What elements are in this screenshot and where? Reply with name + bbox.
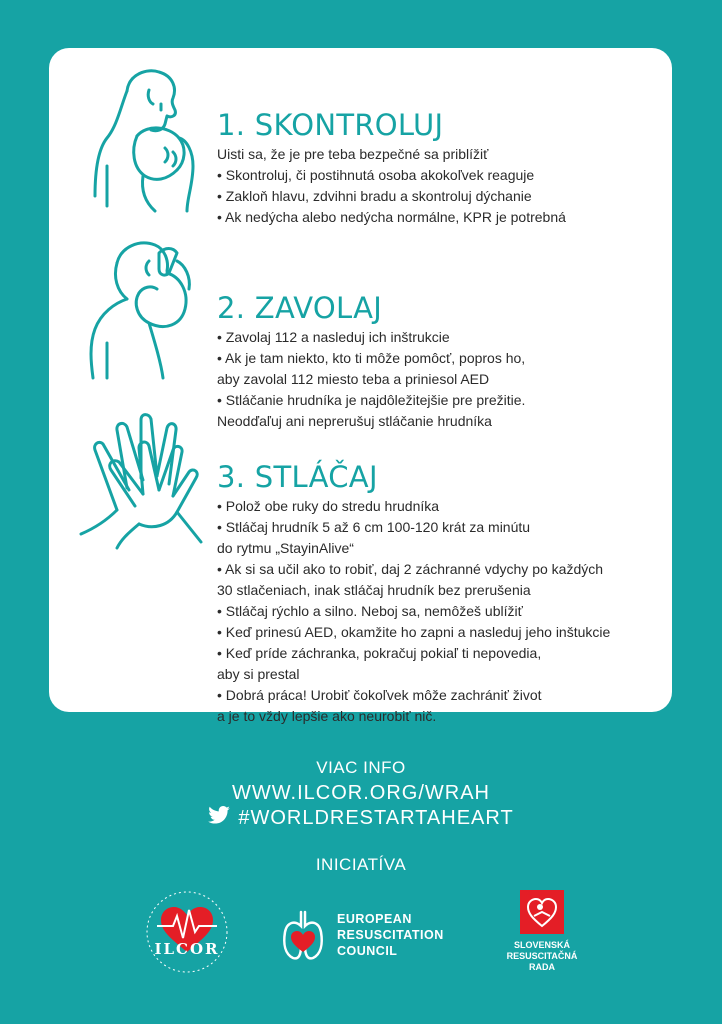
instruction-line: • Keď príde záchranka, pokračuj pokiaľ ti nepovedia, (217, 645, 542, 661)
instruction-line: 30 stlačeniach, inak stláčaj hrudník bez prerušenia (217, 582, 531, 598)
person-phone-call-icon (77, 233, 207, 383)
instruction-line: a je to vždy lepšie ako neurobiť nič. (217, 708, 437, 724)
instruction-line: • Stláčanie hrudníka je najdôležitejšie pre prežitie. (217, 392, 526, 408)
instruction-line: • Zakloň hlavu, zdvihni bradu a skontroluj dýchanie (217, 188, 532, 204)
instruction-line: • Skontroluj, či postihnutá osoba akokoľvek reaguje (217, 167, 535, 183)
instruction-line: • Polož obe ruky do stredu hrudníka (217, 498, 440, 514)
instruction-line: • Stláčaj hrudník 5 až 6 cm 100-120 krát za minútu (217, 519, 531, 535)
instruction-line: do rytmu „StayinAlive“ (217, 540, 354, 556)
srr-line-1: SLOVENSKÁ (513, 940, 570, 950)
instruction-line: Neodďaľuj ani neprerušuj stláčanie hrudníka (217, 413, 492, 429)
section-title: 3. STLÁČAJ (217, 460, 378, 494)
erc-line-1: EUROPEAN (337, 912, 412, 926)
section-check (49, 66, 672, 226)
instruction-line: • Ak je tam niekto, kto ti môže pomôcť, popros ho, (217, 350, 526, 366)
hands-compression-icon (77, 410, 207, 550)
ilcor-wordmark: ILCOR (154, 940, 220, 958)
instruction-line: • Dobrá práca! Urobiť čokoľvek môže zachrániť život (217, 687, 542, 703)
hashtag-row (0, 806, 722, 830)
instruction-line: • Ak si sa učil ako to robiť, daj 2 záchranné vdychy po každých (217, 561, 604, 577)
section-title: 2. ZAVOLAJ (217, 291, 383, 325)
section-title: 1. SKONTROLUJ (217, 108, 444, 142)
section-call (49, 233, 672, 429)
instruction-line: • Keď prinesú AED, okamžite ho zapni a nasleduj jeho inštukcie (217, 624, 611, 640)
instruction-line: • Zavolaj 112 a nasleduj ich inštrukcie (217, 329, 450, 345)
instruction-line: • Ak nedýcha alebo nedýcha normálne, KPR je potrebná (217, 209, 566, 225)
srr-line-3: RADA (529, 962, 555, 972)
srr-logo[interactable] (492, 890, 592, 982)
instruction-line: aby si prestal (217, 666, 300, 682)
ilcor-logo[interactable] (143, 888, 231, 976)
section-compress (49, 410, 672, 724)
twitter-bird-icon (208, 806, 230, 830)
erc-line-2: RESUSCITATION (337, 928, 444, 942)
erc-logo[interactable] (281, 908, 461, 964)
partner-logos (0, 888, 722, 978)
instructions-card (49, 48, 672, 724)
instruction-line: Uisti sa, že je pre teba bezpečné sa priblížiť (217, 146, 489, 162)
website-link[interactable]: WWW.ILCOR.ORG/WRAH (232, 782, 490, 804)
initiative-label: INICIATÍVA (315, 855, 407, 874)
srr-line-2: RESUSCITAČNÁ (506, 951, 578, 961)
srr-emblem-icon (520, 890, 564, 934)
lungs-heart-icon (281, 908, 325, 962)
instruction-line: aby zavolal 112 miesto teba a priniesol AED (217, 371, 490, 387)
erc-line-3: COUNCIL (337, 944, 398, 958)
hashtag-text[interactable]: #WORLDRESTARTAHEART (238, 806, 514, 829)
person-checking-victim-icon (77, 66, 207, 216)
more-info-label: VIAC INFO (316, 758, 406, 777)
instruction-line: • Stláčaj rýchlo a silno. Neboj sa, nemôžeš ublížiť (217, 603, 523, 619)
